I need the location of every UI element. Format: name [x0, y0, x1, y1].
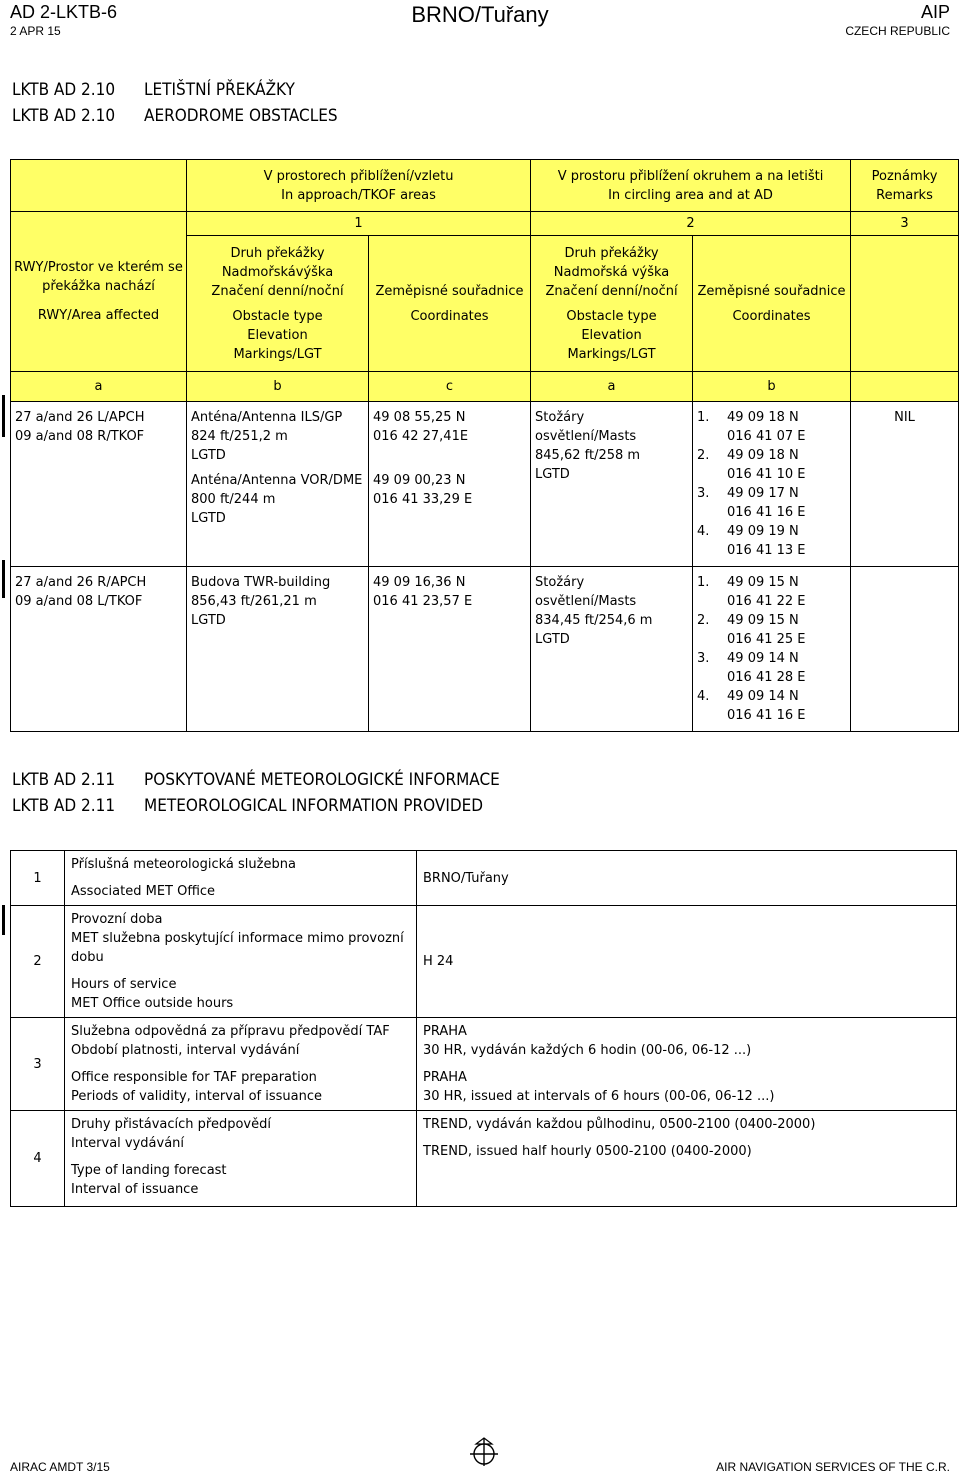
- coord-lon: 016 41 10 E: [727, 467, 806, 482]
- cell-line: 016 41 23,57 E: [373, 594, 473, 609]
- coord-item: [697, 573, 846, 611]
- ans-logo-icon: [466, 1434, 502, 1475]
- cell-line: Příslušná meteorologická služebna: [71, 857, 296, 872]
- coord-index: 1.: [697, 410, 710, 425]
- letter-blank: [851, 372, 959, 402]
- coord-item: [697, 484, 846, 522]
- cell-line: TREND, vydáván každou půlhodinu, 0500-2100 (0400-2000): [423, 1117, 816, 1132]
- coord-index: 3.: [697, 651, 710, 666]
- footer-amendment: AIRAC AMDT 3/15: [10, 1460, 110, 1474]
- cell-line: 09 a/and 08 R/TKOF: [15, 429, 145, 444]
- coord-lon: 016 41 13 E: [727, 543, 806, 558]
- header-line: Markings/LGT: [233, 346, 322, 362]
- approach-header: [187, 160, 531, 212]
- coord-item: [697, 446, 846, 484]
- coord-item: [697, 522, 846, 560]
- cell-line: 30 HR, vydáván každých 6 hodin (00-06, 06-12 ...): [423, 1043, 752, 1058]
- met-item-number: 1: [11, 851, 65, 906]
- coord-index: 4.: [697, 524, 710, 539]
- approach-header-en: In approach/TKOF areas: [281, 187, 436, 203]
- cell-line: H 24: [423, 954, 454, 969]
- header-line: Elevation: [581, 327, 642, 343]
- cell-line: 845,62 ft/258 m: [535, 448, 641, 463]
- remarks-header: [851, 160, 959, 212]
- circling-header-cz: V prostoru přiblížení okruhem a na letišti: [557, 168, 824, 184]
- circling-type-header: [531, 236, 693, 372]
- cell-line: 834,45 ft/254,6 m: [535, 613, 653, 628]
- table-row-obstacle: [187, 402, 369, 567]
- coord-item: [697, 611, 846, 649]
- doc-date: 2 APR 15: [10, 24, 61, 38]
- cell-line: LGTD: [191, 448, 226, 463]
- section-heading: METEOROLOGICAL INFORMATION PROVIDED: [144, 796, 484, 816]
- met-item-number: 3: [11, 1018, 65, 1111]
- coord-lat: 49 09 14 N: [727, 651, 799, 666]
- header-line: Coordinates: [732, 308, 811, 324]
- table-row-rwy: [11, 567, 187, 732]
- section-211-title-en: [12, 796, 483, 816]
- cell-line: 49 08 55,25 N: [373, 410, 466, 425]
- cell-line: 49 09 16,36 N: [373, 575, 466, 590]
- remarks-header-blank: [851, 236, 959, 372]
- coord-lat: 49 09 18 N: [727, 410, 799, 425]
- coord-item: [697, 649, 846, 687]
- header-line: Zeměpisné souřadnice: [697, 283, 846, 299]
- header-line: Druh překážky: [230, 245, 325, 261]
- met-item-label: [65, 851, 417, 906]
- table-row: [11, 1018, 957, 1111]
- cell-line: PRAHA: [423, 1024, 467, 1039]
- table-row-circling: [531, 567, 693, 732]
- header-line: Značení denní/noční: [211, 283, 344, 299]
- obstacle-type-header: [187, 236, 369, 372]
- letter-a2: a: [531, 372, 693, 402]
- cell-line: Periods of validity, interval of issuance: [71, 1089, 323, 1104]
- met-item-value: [417, 1018, 957, 1111]
- aip-label: AIP: [920, 2, 950, 22]
- coord-index: 2.: [697, 613, 710, 628]
- cell-line: LGTD: [191, 613, 226, 628]
- met-item-number: 2: [11, 906, 65, 1018]
- table-row-coordinates: [369, 567, 531, 732]
- footer-publisher: AIR NAVIGATION SERVICES OF THE C.R.: [716, 1460, 950, 1474]
- section-heading: LETIŠTNÍ PŘEKÁŽKY: [144, 80, 295, 100]
- coord-list: [697, 408, 846, 560]
- coordinates-header: [369, 236, 531, 372]
- rwy-header-spacer: [11, 160, 187, 212]
- coord-index: 1.: [697, 575, 710, 590]
- coord-list: [697, 573, 846, 725]
- cell-line: BRNO/Tuřany: [423, 870, 509, 886]
- cell-line: MET služebna poskytující informace mimo provozní dobu: [71, 931, 404, 965]
- circling-header: [531, 160, 851, 212]
- cell-line: Stožáry osvětlení/Masts: [535, 410, 637, 444]
- section-code: LKTB AD 2.10: [12, 106, 116, 126]
- met-table: [10, 850, 957, 1207]
- header-line: Značení denní/noční: [545, 283, 678, 299]
- header-line: Nadmořská výška: [553, 264, 670, 280]
- table-row-remarks: [851, 567, 959, 732]
- section-210-title-en: [12, 106, 338, 126]
- section-code: LKTB AD 2.11: [12, 796, 116, 816]
- cell-line: 30 HR, issued at intervals of 6 hours (00-06, 06-12 ...): [423, 1089, 775, 1104]
- cell-line: 016 41 33,29 E: [373, 492, 473, 507]
- letter-b2: b: [693, 372, 851, 402]
- coord-item: [697, 408, 846, 446]
- cell-line: TREND, issued half hourly 0500-2100 (0400-2000): [423, 1144, 752, 1159]
- table-row: [11, 1111, 957, 1207]
- cell-line: LGTD: [535, 467, 570, 482]
- cell-line: Budova TWR-building: [191, 575, 331, 590]
- rwy-header-en: RWY/Area affected: [37, 308, 160, 323]
- cell-line: 49 09 00,23 N: [373, 473, 466, 488]
- header-line: Zeměpisné souřadnice: [375, 283, 524, 299]
- met-item-label: [65, 1018, 417, 1111]
- header-line: Markings/LGT: [567, 346, 656, 362]
- cell-line: 856,43 ft/261,21 m: [191, 594, 317, 609]
- table-row-coordinates: [369, 402, 531, 567]
- cell-line: Stožáry osvětlení/Masts: [535, 575, 637, 609]
- section-heading: POSKYTOVANÉ METEOROLOGICKÉ INFORMACE: [144, 770, 500, 790]
- met-item-value: [417, 851, 957, 906]
- table-row-circling-coords: [693, 567, 851, 732]
- table-row-obstacle: [187, 567, 369, 732]
- coord-lat: 49 09 15 N: [727, 575, 799, 590]
- cell-line: 800 ft/244 m: [191, 492, 276, 507]
- section-code: LKTB AD 2.11: [12, 770, 116, 790]
- coord-lon: 016 41 25 E: [727, 632, 806, 647]
- header-line: Coordinates: [410, 308, 489, 324]
- coord-lon: 016 41 22 E: [727, 594, 806, 609]
- remarks-header-cz: Poznámky: [871, 168, 938, 184]
- section-heading: AERODROME OBSTACLES: [144, 106, 338, 126]
- cell-line: Služebna odpovědná za přípravu předpovědí TAF: [71, 1024, 390, 1039]
- header-line: Druh překážky: [564, 245, 659, 261]
- met-item-value: [417, 906, 957, 1018]
- change-bar: [2, 560, 5, 598]
- cell-line: Anténa/Antenna ILS/GP: [191, 410, 343, 425]
- cell-line: 016 42 27,41E: [373, 429, 469, 444]
- remarks-header-en: Remarks: [876, 187, 933, 203]
- coord-index: 4.: [697, 689, 710, 704]
- cell-line: Provozní doba: [71, 912, 163, 927]
- coord-lat: 49 09 17 N: [727, 486, 799, 501]
- doc-id: AD 2-LKTB-6: [10, 2, 118, 22]
- col-number-3: 3: [851, 212, 959, 236]
- cell-line: MET Office outside hours: [71, 996, 234, 1011]
- obstacles-table: [10, 159, 959, 732]
- cell-line: Druhy přistávacích předpovědí: [71, 1117, 271, 1132]
- coord-lon: 016 41 16 E: [727, 708, 806, 723]
- cell-line: LGTD: [191, 511, 226, 526]
- met-item-value: [417, 1111, 957, 1207]
- coord-lon: 016 41 16 E: [727, 505, 806, 520]
- col-number-2: 2: [531, 212, 851, 236]
- section-211-title-cz: [12, 770, 500, 790]
- header-line: Obstacle type: [566, 308, 657, 324]
- rwy-header: [11, 212, 187, 372]
- letter-a: a: [11, 372, 187, 402]
- header-line: Obstacle type: [232, 308, 323, 324]
- coord-lat: 49 09 15 N: [727, 613, 799, 628]
- rwy-header-cz: RWY/Prostor ve kterém se překážka nachází: [14, 260, 183, 294]
- change-bar: [2, 905, 5, 935]
- cell-line: PRAHA: [423, 1070, 467, 1085]
- cell-line: Interval vydávání: [71, 1136, 185, 1151]
- table-row: [11, 906, 957, 1018]
- country-label: CZECH REPUBLIC: [845, 24, 950, 38]
- letter-c: c: [369, 372, 531, 402]
- coord-lat: 49 09 19 N: [727, 524, 799, 539]
- page-title: BRNO/Tuřany: [411, 2, 549, 27]
- coord-lat: 49 09 14 N: [727, 689, 799, 704]
- approach-header-cz: V prostorech přiblížení/vzletu: [263, 168, 454, 184]
- section-210-title-cz: [12, 80, 295, 100]
- met-item-label: [65, 906, 417, 1018]
- cell-line: Associated MET Office: [71, 884, 216, 899]
- circling-header-en: In circling area and at AD: [608, 187, 773, 203]
- table-row-circling-coords: [693, 402, 851, 567]
- cell-line: 824 ft/251,2 m: [191, 429, 288, 444]
- cell-line: 27 a/and 26 L/APCH: [15, 410, 145, 425]
- cell-line: Office responsible for TAF preparation: [71, 1070, 317, 1085]
- cell-line: Interval of issuance: [71, 1182, 199, 1197]
- coord-lon: 016 41 07 E: [727, 429, 806, 444]
- cell-line: LGTD: [535, 632, 570, 647]
- coord-index: 2.: [697, 448, 710, 463]
- met-item-label: [65, 1111, 417, 1207]
- cell-line: 27 a/and 26 R/APCH: [15, 575, 147, 590]
- header-line: Nadmořskávýška: [221, 264, 334, 280]
- circling-coordinates-header: [693, 236, 851, 372]
- cell-line: Období platnosti, interval vydávání: [71, 1043, 300, 1058]
- table-row-circling: [531, 402, 693, 567]
- cell-line: Type of landing forecast: [71, 1163, 227, 1178]
- coord-lon: 016 41 28 E: [727, 670, 806, 685]
- change-bar: [2, 395, 5, 437]
- coord-index: 3.: [697, 486, 710, 501]
- table-row: [11, 851, 957, 906]
- cell-line: Anténa/Antenna VOR/DME: [191, 473, 363, 488]
- table-row-remarks: NIL: [851, 402, 959, 567]
- met-item-number: 4: [11, 1111, 65, 1207]
- coord-lat: 49 09 18 N: [727, 448, 799, 463]
- letter-b: b: [187, 372, 369, 402]
- col-number-1: 1: [187, 212, 531, 236]
- section-code: LKTB AD 2.10: [12, 80, 116, 100]
- header-line: Elevation: [247, 327, 308, 343]
- table-row-rwy: [11, 402, 187, 567]
- coord-item: [697, 687, 846, 725]
- cell-line: Hours of service: [71, 977, 177, 992]
- cell-line: 09 a/and 08 L/TKOF: [15, 594, 143, 609]
